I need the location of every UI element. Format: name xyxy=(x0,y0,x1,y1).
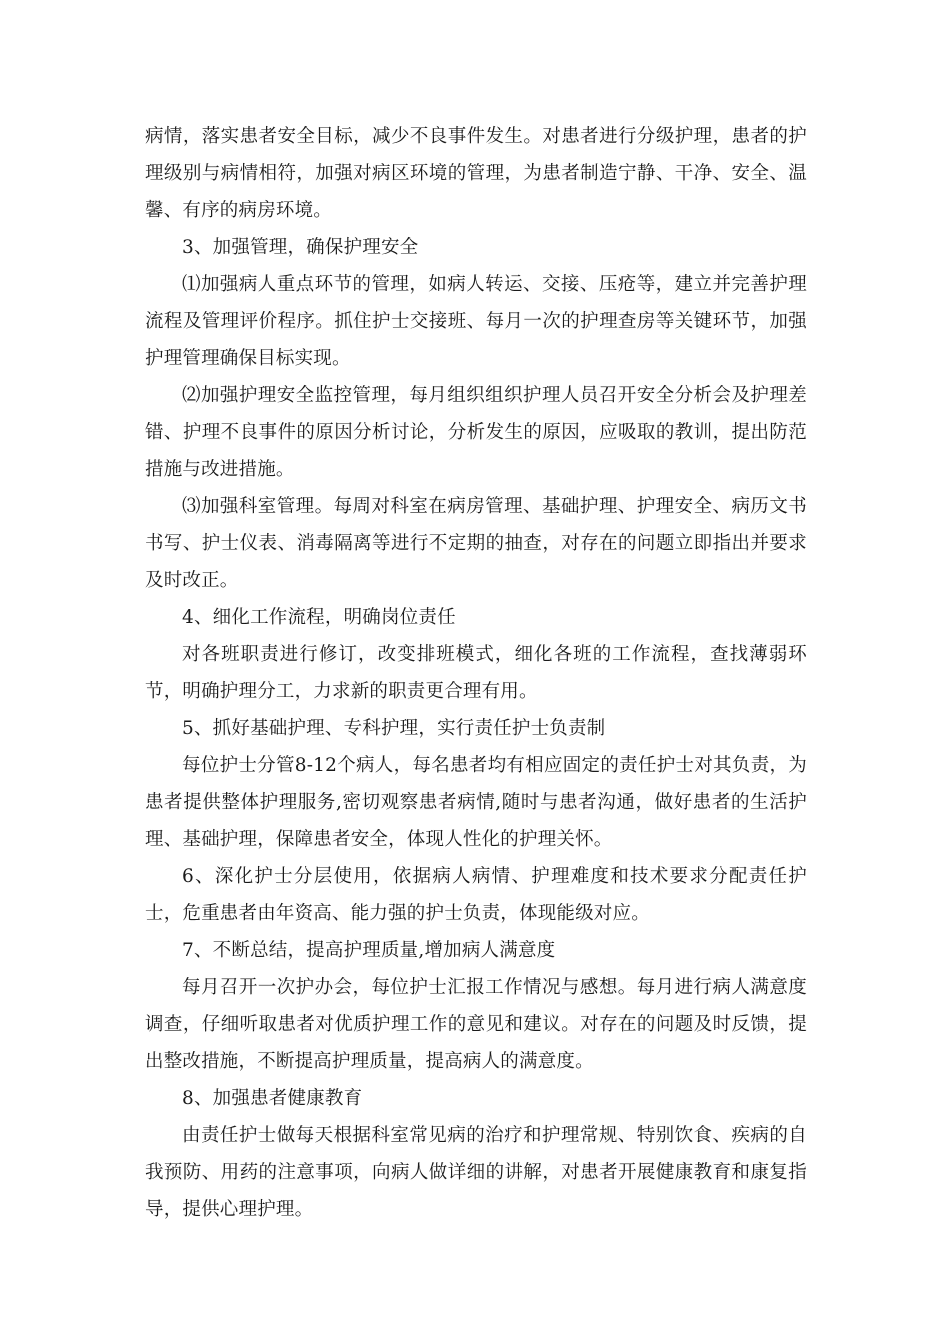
section-heading-4: 4、细化工作流程，明确岗位责任 xyxy=(182,607,456,628)
paragraph-continuation: 病情，落实患者安全目标，减少不良事件发生。对患者进行分级护理，患者的护理级别与病情相符，加强对病区环境的管理，为患者制造宁静、干净、安全、温馨、有序的病房环境。 xyxy=(145,126,807,221)
paragraph-3-1: ⑴加强病人重点环节的管理，如病人转运、交接、压疮等，建立并完善护理流程及管理评价程序。抓住护士交接班、每月一次的护理查房等关键环节，加强护理管理确保目标实现。 xyxy=(145,274,807,369)
section-heading-6: 6、深化护士分层使用，依据病人病情、护理难度和技术要求分配责任护士，危重患者由年资高、能力强的护士负责，体现能级对应。 xyxy=(145,866,807,924)
paragraph-3-3: ⑶加强科室管理。每周对科室在病房管理、基础护理、护理安全、病历文书书写、护士仪表、消毒隔离等进行不定期的抽查，对存在的问题立即指出并要求及时改正。 xyxy=(145,496,807,591)
paragraph-7: 每月召开一次护办会，每位护士汇报工作情况与感想。每月进行病人满意度调查，仔细听取患者对优质护理工作的意见和建议。对存在的问题及时反馈，提出整改措施，不断提高护理质量，提高病人的满意度。 xyxy=(145,977,807,1072)
document-body xyxy=(145,118,807,1228)
section-heading-8: 8、加强患者健康教育 xyxy=(182,1088,363,1109)
paragraph-5: 每位护士分管8-12个病人，每名患者均有相应固定的责任护士对其负责，为患者提供整体护理服务,密切观察患者病情,随时与患者沟通，做好患者的生活护理、基础护理，保障患者安全，体现人性化的护理关怀。 xyxy=(145,755,807,850)
section-heading-3: 3、加强管理，确保护理安全 xyxy=(182,237,419,258)
section-heading-5: 5、抓好基础护理、专科护理，实行责任护士负责制 xyxy=(182,718,606,739)
paragraph-3-2: ⑵加强护理安全监控管理，每月组织组织护理人员召开安全分析会及护理差错、护理不良事件的原因分析讨论，分析发生的原因，应吸取的教训，提出防范措施与改进措施。 xyxy=(145,385,807,480)
section-heading-7: 7、不断总结，提高护理质量,增加病人满意度 xyxy=(182,940,556,961)
paragraph-8: 由责任护士做每天根据科室常见病的治疗和护理常规、特别饮食、疾病的自我预防、用药的注意事项，向病人做详细的讲解，对患者开展健康教育和康复指导，提供心理护理。 xyxy=(145,1125,807,1220)
paragraph-4: 对各班职责进行修订，改变排班模式，细化各班的工作流程，查找薄弱环节，明确护理分工，力求新的职责更合理有用。 xyxy=(145,644,807,702)
